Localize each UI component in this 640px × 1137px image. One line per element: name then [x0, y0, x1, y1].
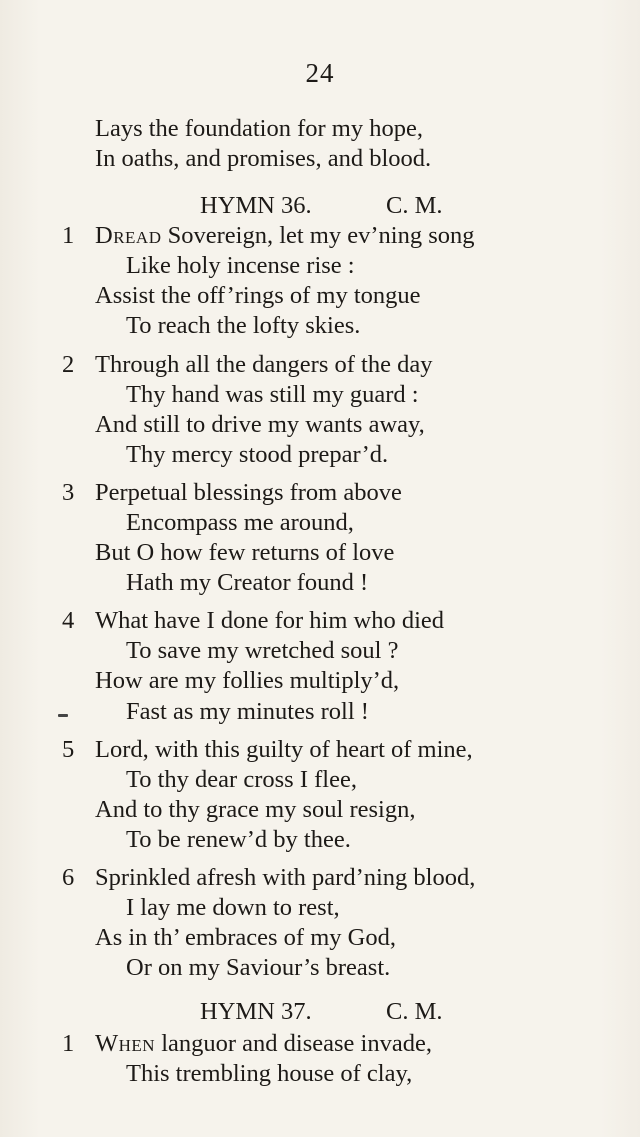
verse-number: 6 [62, 864, 75, 891]
page-number: 24 [305, 58, 335, 88]
verse-line: Thy mercy stood prepar’d. [126, 441, 389, 468]
continuation-line-2: In oaths, and promises, and blood. [95, 145, 432, 172]
verse-line: How are my follies multiply’d, [95, 667, 400, 694]
verse-line: And still to drive my wants away, [95, 411, 425, 438]
verse-line: Hath my Creator found ! [126, 569, 369, 596]
verse-line: Encompass me around, [126, 509, 354, 536]
verse-line: Thy hand was still my guard : [126, 381, 419, 408]
verse-first-line [95, 221, 475, 251]
continuation-line-1: Lays the foundation for my hope, [95, 115, 423, 142]
verse-first-line-text: Sovereign, let my ev’ning song [161, 222, 475, 249]
verse-first-line: Perpetual blessings from above [95, 479, 402, 506]
verse-number: 1 [62, 222, 75, 249]
verse-line: Or on my Saviour’s breast. [126, 954, 391, 981]
verse-first-line: Through all the dangers of the day [95, 351, 433, 378]
hymn-36-meter: C. M. [386, 192, 443, 219]
verse-line: I lay me down to rest, [126, 894, 340, 921]
verse-first-line: Sprinkled afresh with pard’ning blood, [95, 864, 476, 891]
verse-line: And to thy grace my soul resign, [95, 796, 416, 823]
hymn-37-title: HYMN 37. [200, 998, 312, 1025]
verse-line: But O how few returns of love [95, 539, 395, 566]
hymn-36-title: HYMN 36. [200, 192, 312, 219]
verse-line: To be renew’d by thee. [126, 826, 351, 853]
verse-line: This trembling house of clay, [126, 1060, 413, 1087]
drop-word: Dread [95, 222, 162, 249]
verse-number: 3 [62, 479, 75, 506]
verse-number: 2 [62, 351, 75, 378]
drop-word: When [95, 1030, 156, 1057]
hymn-37-meter: C. M. [386, 998, 443, 1025]
verse-number: 4 [62, 607, 75, 634]
verse-number: 1 [62, 1030, 75, 1057]
verse-line: To reach the lofty skies. [126, 312, 361, 339]
verse-first-line: Lord, with this guilty of heart of mine, [95, 736, 473, 763]
verse-line: Like holy incense rise : [126, 252, 355, 279]
verse-line: Assist the off’rings of my tongue [95, 282, 421, 309]
verse-line: Fast as my minutes roll ! [126, 698, 369, 725]
verse-first-line [95, 1029, 432, 1059]
verse-line: As in th’ embraces of my God, [95, 924, 396, 951]
verse-first-line-text: languor and disease invade, [155, 1030, 432, 1057]
verse-number: 5 [62, 736, 75, 763]
print-mark [58, 714, 68, 717]
verse-line: To save my wretched soul ? [126, 637, 399, 664]
verse-first-line: What have I done for him who died [95, 607, 445, 634]
verse-line: To thy dear cross I flee, [126, 766, 357, 793]
